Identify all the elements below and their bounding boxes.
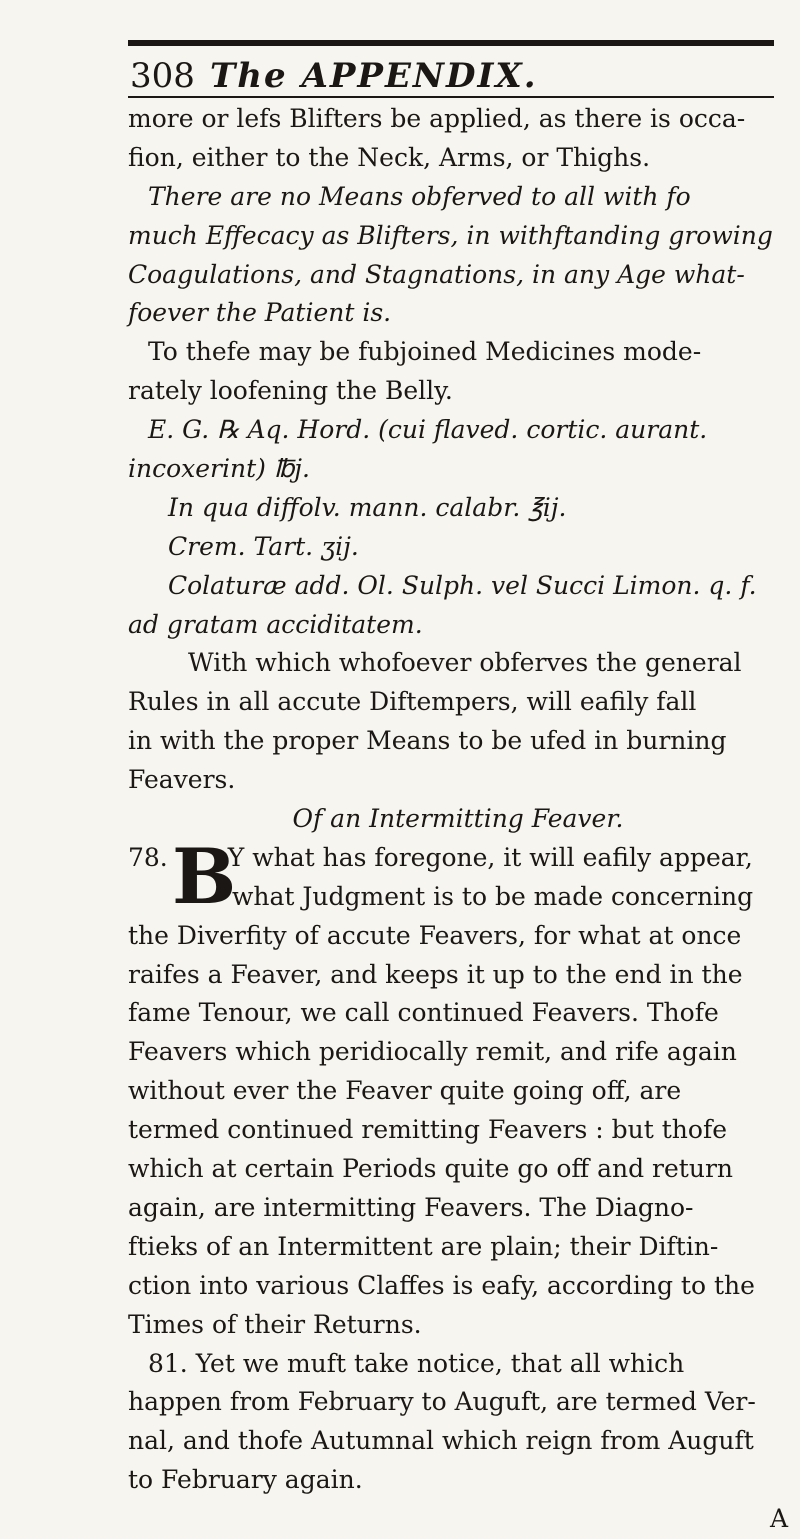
text-line: ction into various Claffes is eafy, according to the (128, 1270, 755, 1300)
body-text (128, 100, 788, 1539)
text-line: termed continued remitting Feavers : but thofe (128, 1115, 728, 1145)
text-line: again, are intermitting Feavers. The Diagno- (128, 1192, 694, 1222)
text-line: more or lefs Blifters be applied, as there is occa- (128, 104, 746, 133)
section-heading: Of an Intermitting Feaver. (292, 804, 624, 834)
text-line: Coagulations, and Stagnations, in any Age what- (128, 259, 745, 289)
text-line: much Effecacy as Blifters, in withftanding growing (128, 220, 773, 250)
text-line: Feavers. (128, 765, 236, 795)
text-line: Feavers which peridiocally remit, and rife again (128, 1037, 737, 1067)
text-line: fion, either to the Neck, Arms, or Thighs. (128, 142, 651, 172)
text-line: Crem. Tart. ʒij. (168, 531, 359, 561)
text-line: without ever the Feaver quite going off, are (128, 1076, 682, 1106)
text-line: the Diverfity of accute Feavers, for what at once (128, 920, 742, 950)
header-rule-top (128, 40, 774, 46)
text-line: incoxerint) ℔j. (128, 454, 310, 484)
text-line: With which whofoever obferves the general (188, 648, 742, 678)
text-line-content: Y what has foregone, it will eafily appear, (227, 842, 753, 872)
text-line: fame Tenour, we call continued Feavers. Thofe (128, 998, 719, 1028)
text-line: Rules in all accute Diftempers, will eafily fall (128, 687, 697, 717)
header-rule-bottom (128, 96, 774, 98)
text-line: Colaturæ add. Ol. Sulph. vel Succi Limon. q. f. (168, 570, 757, 600)
text-line: E. G. ℞ Aq. Hord. (cui flaved. cortic. aurant. (148, 415, 708, 445)
text-line: in with the proper Means to be ufed in burning (128, 726, 727, 756)
section-number: 78. (128, 842, 168, 872)
text-line: to February again. (128, 1465, 363, 1495)
text-line: To thefe may be fubjoined Medicines mode- (148, 337, 702, 367)
drop-cap-letter: B (172, 831, 237, 921)
text-line: ftieks of an Intermittent are plain; their Diftin- (128, 1231, 719, 1261)
text-line: what Judgment is to be made concerning (232, 881, 754, 911)
running-head (130, 56, 770, 96)
text-line: foever the Patient is. (128, 298, 392, 328)
running-head-title: The APPENDIX. (210, 56, 538, 96)
text-line: rately loofening the Belly. (128, 376, 453, 406)
text-line: ad gratam acciditatem. (128, 609, 423, 639)
text-line: 81. Yet we muft take notice, that all which (148, 1348, 685, 1378)
text-line: There are no Means obferved to all with fo (148, 181, 691, 211)
text-line: raifes a Feaver, and keeps it up to the end in the (128, 959, 743, 989)
page-number: 308 (130, 56, 195, 96)
text-line: happen from February to Auguft, are termed Ver- (128, 1387, 756, 1417)
catchword: A (769, 1504, 788, 1534)
text-line: Times of their Returns. (128, 1309, 422, 1339)
text-line: which at certain Periods quite go off and return (128, 1154, 734, 1184)
text-line: In qua diffolv. mann. calabr. ℥ij. (168, 492, 567, 522)
text-line: nal, and thofe Autumnal which reign from Auguft (128, 1426, 754, 1456)
